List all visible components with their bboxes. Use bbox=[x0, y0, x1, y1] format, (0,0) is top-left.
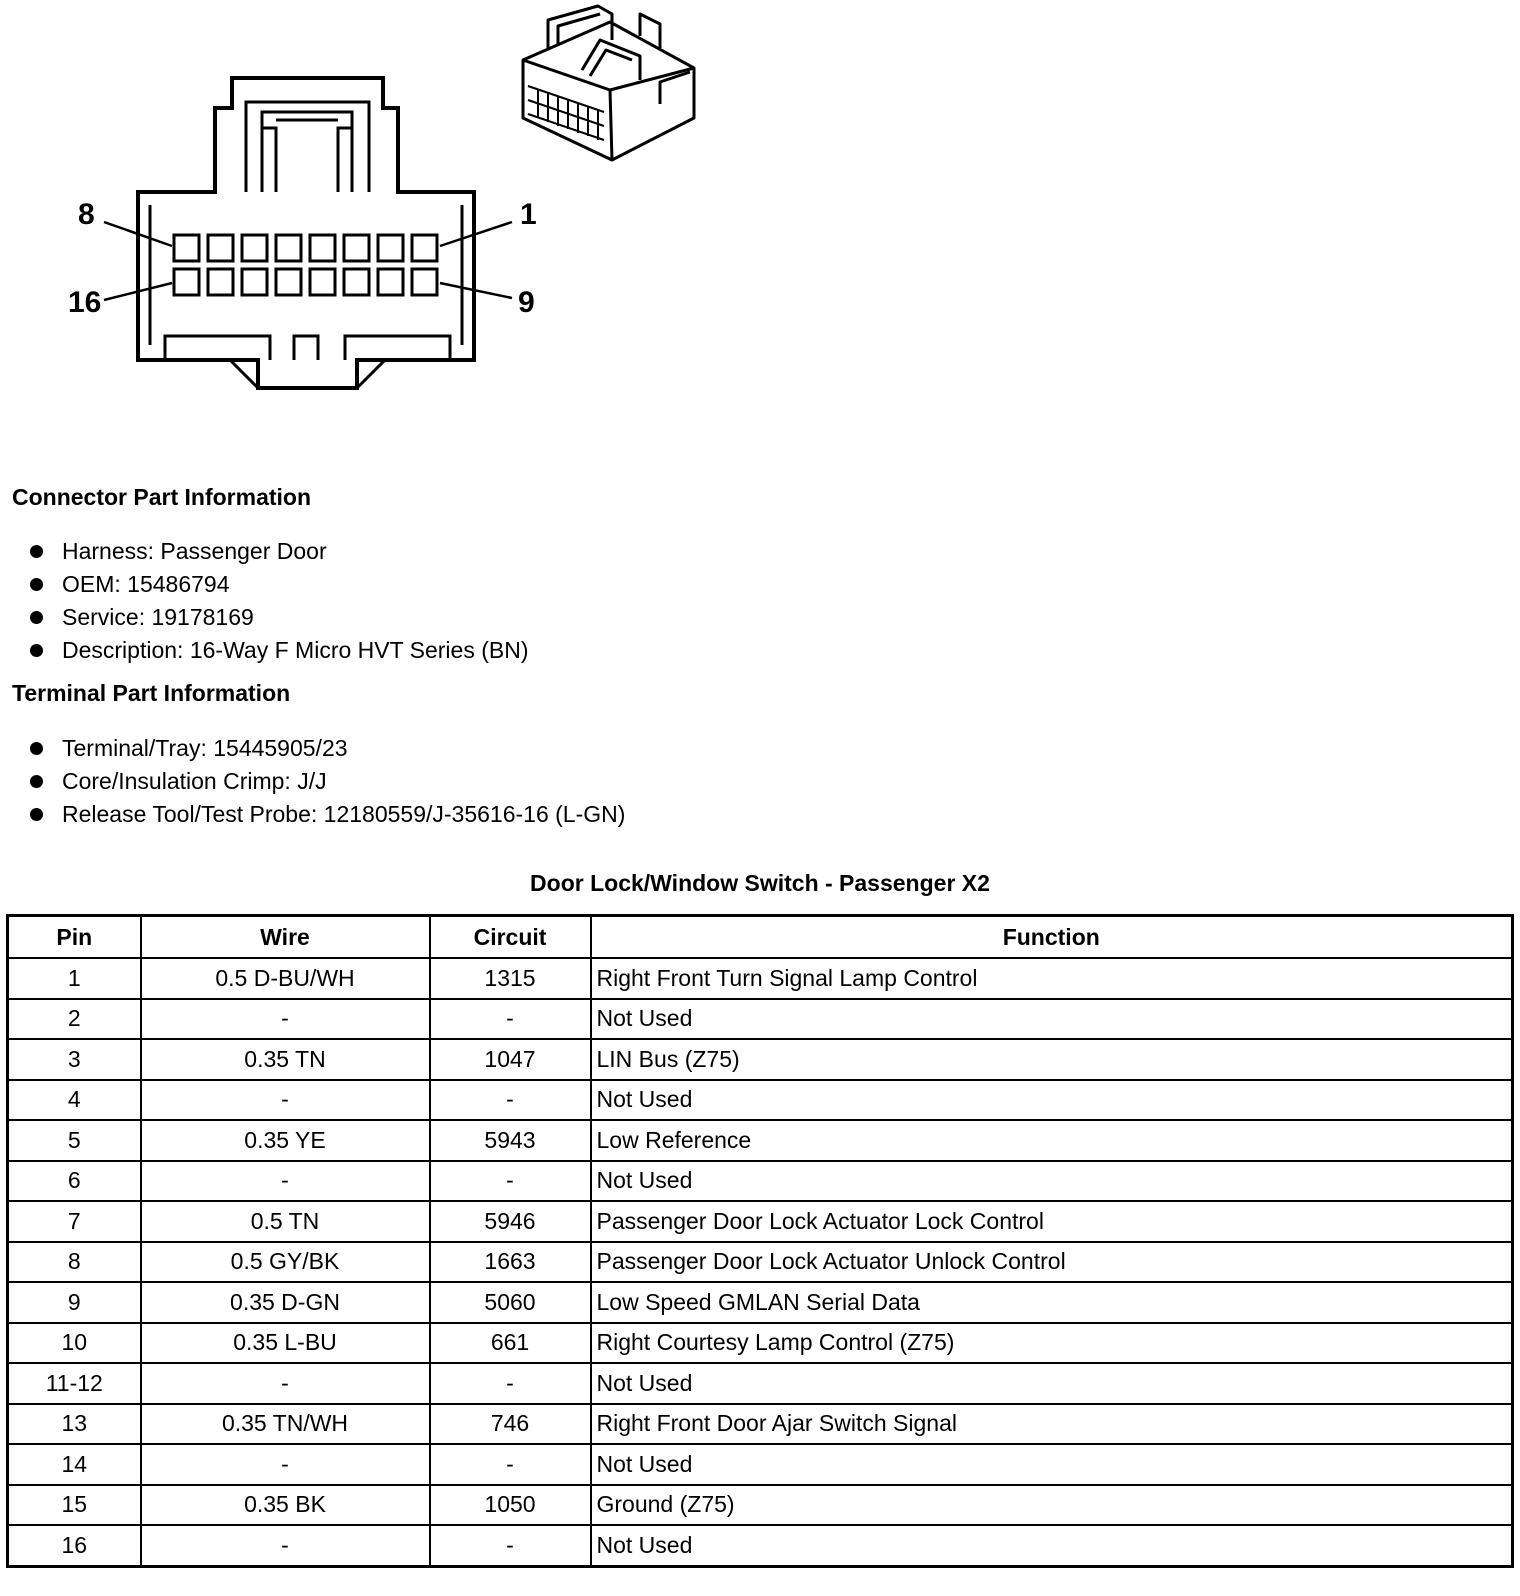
pinout-table bbox=[6, 914, 1514, 1568]
bullet-icon bbox=[30, 545, 43, 558]
bullet-icon bbox=[30, 611, 43, 624]
list-item bbox=[28, 634, 528, 667]
table-row bbox=[8, 1080, 1513, 1121]
terminal-cavities bbox=[174, 235, 437, 295]
table-row bbox=[8, 958, 1513, 999]
connector-part-info-heading: Connector Part Information bbox=[12, 484, 312, 510]
function-cell: Not Used bbox=[591, 1161, 1513, 1202]
function-cell: Not Used bbox=[591, 999, 1513, 1040]
circuit-cell: - bbox=[430, 1525, 591, 1566]
circuit-cell: 1663 bbox=[430, 1242, 591, 1283]
wire-cell: 0.5 GY/BK bbox=[141, 1242, 430, 1283]
wire-cell: - bbox=[141, 999, 430, 1040]
function-cell: Low Reference bbox=[591, 1120, 1513, 1161]
circuit-cell: - bbox=[430, 999, 591, 1040]
table-row bbox=[8, 999, 1513, 1040]
table-row bbox=[8, 1039, 1513, 1080]
function-cell: Ground (Z75) bbox=[591, 1485, 1513, 1526]
pin-cell: 11-12 bbox=[8, 1363, 141, 1404]
connector-drawing bbox=[0, 0, 720, 400]
pin-callout-8: 8 bbox=[78, 198, 95, 231]
service-text: Service: 19178169 bbox=[62, 604, 254, 630]
wire-cell: 0.5 TN bbox=[141, 1201, 430, 1242]
list-item bbox=[28, 601, 528, 634]
bullet-icon bbox=[30, 775, 43, 788]
function-cell: LIN Bus (Z75) bbox=[591, 1039, 1513, 1080]
wire-cell: - bbox=[141, 1161, 430, 1202]
pin-leader-lines bbox=[104, 222, 512, 300]
circuit-cell: 1050 bbox=[430, 1485, 591, 1526]
wire-cell: 0.5 D-BU/WH bbox=[141, 958, 430, 999]
column-header-circuit: Circuit bbox=[430, 916, 591, 959]
circuit-cell: - bbox=[430, 1080, 591, 1121]
bullet-icon bbox=[30, 578, 43, 591]
wire-cell: 0.35 D-GN bbox=[141, 1282, 430, 1323]
function-cell: Right Front Turn Signal Lamp Control bbox=[591, 958, 1513, 999]
pin-cell: 4 bbox=[8, 1080, 141, 1121]
description-text: Description: 16-Way F Micro HVT Series (BN) bbox=[62, 637, 529, 663]
pin-cell: 13 bbox=[8, 1404, 141, 1445]
function-cell: Not Used bbox=[591, 1525, 1513, 1566]
circuit-cell: 5060 bbox=[430, 1282, 591, 1323]
terminal-part-info-heading: Terminal Part Information bbox=[12, 680, 291, 706]
circuit-cell: 661 bbox=[430, 1323, 591, 1364]
oem-text: OEM: 15486794 bbox=[62, 571, 230, 597]
list-item bbox=[28, 732, 625, 765]
terminal-part-info-list bbox=[28, 732, 625, 831]
wire-cell: 0.35 YE bbox=[141, 1120, 430, 1161]
circuit-cell: 5943 bbox=[430, 1120, 591, 1161]
pin-callout-16: 16 bbox=[68, 286, 102, 319]
function-cell: Low Speed GMLAN Serial Data bbox=[591, 1282, 1513, 1323]
list-item bbox=[28, 765, 625, 798]
table-row bbox=[8, 1525, 1513, 1566]
list-item bbox=[28, 798, 625, 831]
function-cell: Passenger Door Lock Actuator Unlock Control bbox=[591, 1242, 1513, 1283]
table-row bbox=[8, 1444, 1513, 1485]
table-row bbox=[8, 1363, 1513, 1404]
circuit-cell: 1315 bbox=[430, 958, 591, 999]
table-row bbox=[8, 1323, 1513, 1364]
wire-cell: 0.35 L-BU bbox=[141, 1323, 430, 1364]
pin-cell: 3 bbox=[8, 1039, 141, 1080]
pin-cell: 10 bbox=[8, 1323, 141, 1364]
pin-cell: 6 bbox=[8, 1161, 141, 1202]
table-row bbox=[8, 1120, 1513, 1161]
circuit-cell: - bbox=[430, 1161, 591, 1202]
pin-cell: 14 bbox=[8, 1444, 141, 1485]
bullet-icon bbox=[30, 808, 43, 821]
circuit-cell: 746 bbox=[430, 1404, 591, 1445]
circuit-cell: - bbox=[430, 1444, 591, 1485]
function-cell: Right Courtesy Lamp Control (Z75) bbox=[591, 1323, 1513, 1364]
release-tool-text: Release Tool/Test Probe: 12180559/J-35616-16 (L-GN) bbox=[62, 801, 626, 827]
wire-cell: - bbox=[141, 1525, 430, 1566]
connector-isometric-sketch bbox=[523, 6, 694, 160]
column-header-function: Function bbox=[591, 916, 1513, 959]
column-header-pin: Pin bbox=[8, 916, 141, 959]
list-item bbox=[28, 535, 528, 568]
bullet-icon bbox=[30, 644, 43, 657]
table-row bbox=[8, 1404, 1513, 1445]
pin-cell: 8 bbox=[8, 1242, 141, 1283]
bullet-icon bbox=[30, 742, 43, 755]
pin-cell: 15 bbox=[8, 1485, 141, 1526]
pin-callout-1: 1 bbox=[520, 198, 537, 231]
circuit-cell: 1047 bbox=[430, 1039, 591, 1080]
wire-cell: 0.35 TN/WH bbox=[141, 1404, 430, 1445]
function-cell: Not Used bbox=[591, 1080, 1513, 1121]
table-row bbox=[8, 1161, 1513, 1202]
table-row bbox=[8, 1242, 1513, 1283]
pin-cell: 9 bbox=[8, 1282, 141, 1323]
function-cell: Right Front Door Ajar Switch Signal bbox=[591, 1404, 1513, 1445]
table-header-row bbox=[8, 916, 1513, 959]
table-row bbox=[8, 1485, 1513, 1526]
function-cell: Not Used bbox=[591, 1363, 1513, 1404]
connector-outline bbox=[138, 78, 474, 388]
table-title: Door Lock/Window Switch - Passenger X2 bbox=[530, 870, 990, 896]
table-row bbox=[8, 1201, 1513, 1242]
pin-cell: 16 bbox=[8, 1525, 141, 1566]
wire-cell: - bbox=[141, 1363, 430, 1404]
function-cell: Not Used bbox=[591, 1444, 1513, 1485]
function-cell: Passenger Door Lock Actuator Lock Control bbox=[591, 1201, 1513, 1242]
connector-key-slots bbox=[165, 336, 450, 360]
pin-cell: 5 bbox=[8, 1120, 141, 1161]
circuit-cell: - bbox=[430, 1363, 591, 1404]
wire-cell: 0.35 BK bbox=[141, 1485, 430, 1526]
wire-cell: 0.35 TN bbox=[141, 1039, 430, 1080]
terminal-tray-text: Terminal/Tray: 15445905/23 bbox=[62, 735, 348, 761]
list-item bbox=[28, 568, 528, 601]
circuit-cell: 5946 bbox=[430, 1201, 591, 1242]
pin-cell: 1 bbox=[8, 958, 141, 999]
pin-cell: 2 bbox=[8, 999, 141, 1040]
connector-part-info-list bbox=[28, 535, 528, 667]
pin-cell: 7 bbox=[8, 1201, 141, 1242]
table-row bbox=[8, 1282, 1513, 1323]
pin-callout-9: 9 bbox=[518, 286, 535, 319]
crimp-text: Core/Insulation Crimp: J/J bbox=[62, 768, 327, 794]
wire-cell: - bbox=[141, 1080, 430, 1121]
wire-cell: - bbox=[141, 1444, 430, 1485]
harness-text: Harness: Passenger Door bbox=[62, 538, 327, 564]
column-header-wire: Wire bbox=[141, 916, 430, 959]
isometric-cavities bbox=[528, 86, 604, 140]
